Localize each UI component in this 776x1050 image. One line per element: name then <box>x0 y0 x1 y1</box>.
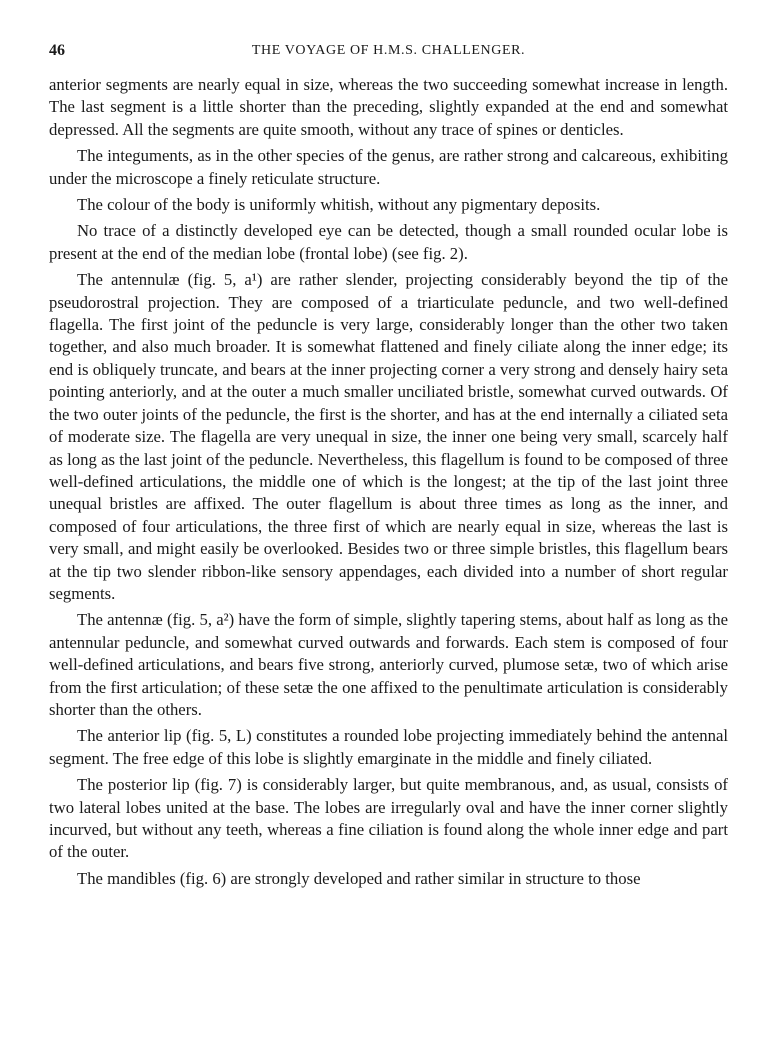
running-title: THE VOYAGE OF H.M.S. CHALLENGER. <box>251 43 526 58</box>
paragraph-posterior-lip: The posterior lip (fig. 7) is considerably larger, but quite membranous, and, as usual, consists of two lateral lobes united at the base. The lobes are irregularly oval and have the inner corner slightly incurved, but without any teeth, whereas a fine ciliation is found along the whole inner edge and part of the outer. <box>49 775 728 862</box>
page-number: 46 <box>49 42 65 59</box>
paragraph-mandibles: The mandibles (fig. 6) are strongly developed and rather similar in structure to those <box>77 868 641 888</box>
paragraph-eye: No trace of a distinctly developed eye can be detected, though a small rounded ocular lobe is present at the end of the median lobe (frontal lobe) (see fig. 2). <box>49 221 728 263</box>
paragraph-colour: The colour of the body is uniformly whitish, without any pigmentary deposits. <box>77 195 601 215</box>
body-text <box>49 74 728 890</box>
paragraph-continued: anterior segments are nearly equal in size, whereas the two succeeding somewhat increase in length. The last segment is a little shorter than the preceding, slightly expanded at the end and somewhat depressed. All the segments are quite smooth, without any trace of spines or denticles. <box>49 75 728 139</box>
page-header <box>49 42 728 64</box>
paragraph-antennulae: The antennulæ (fig. 5, a¹) are rather slender, projecting considerably beyond the tip of the pseudorostral projection. They are composed of a triarticulate peduncle, and two well-defined flagella. The first joint of the peduncle is very large, considerably longer than the other two taken together, and also much broader. It is somewhat flattened and finely ciliate along the inner edge; its end is obliquely truncate, and bears at the inner projecting corner a very strong and densely hairy seta pointing anteriorly, and at the outer a much smaller unciliated bristle, somewhat curved outwards. Of the two outer joints of the peduncle, the first is the shorter, and has at the end internally a ciliated seta of moderate size. The flagella are very unequal in size, the inner one being very small, scarcely half as long as the last joint of the peduncle. Nevertheless, this flagellum is found to be composed of three well-defined articulations, the middle one of which is the longest; at the tip of the last joint three unequal bristles are affixed. The outer flagellum is about three times as long as the inner, and composed of four articulations, the three first of which are nearly equal in size, whereas the last is very small, and might easily be overlooked. Besides two or three simple bristles, this flagellum bears at the tip two slender ribbon-like sensory appendages, each divided into a number of short regular segments. <box>49 270 728 603</box>
paragraph-anterior-lip: The anterior lip (fig. 5, L) constitutes a rounded lobe projecting immediately behind the antennal segment. The free edge of this lobe is slightly emarginate in the middle and finely ciliated. <box>49 726 728 768</box>
paragraph-integuments: The integuments, as in the other species of the genus, are rather strong and calcareous, exhibiting under the microscope a finely reticulate structure. <box>49 146 728 188</box>
paragraph-antennae: The antennæ (fig. 5, a²) have the form of simple, slightly tapering stems, about half as long as the antennular peduncle, and somewhat curved outwards and forwards. Each stem is composed of four well-defined articulations, and bears five strong, anteriorly curved, plumose setæ, two of which arise from the first articulation; of these setæ the one affixed to the penultimate articulation is considerably shorter than the others. <box>49 610 728 719</box>
